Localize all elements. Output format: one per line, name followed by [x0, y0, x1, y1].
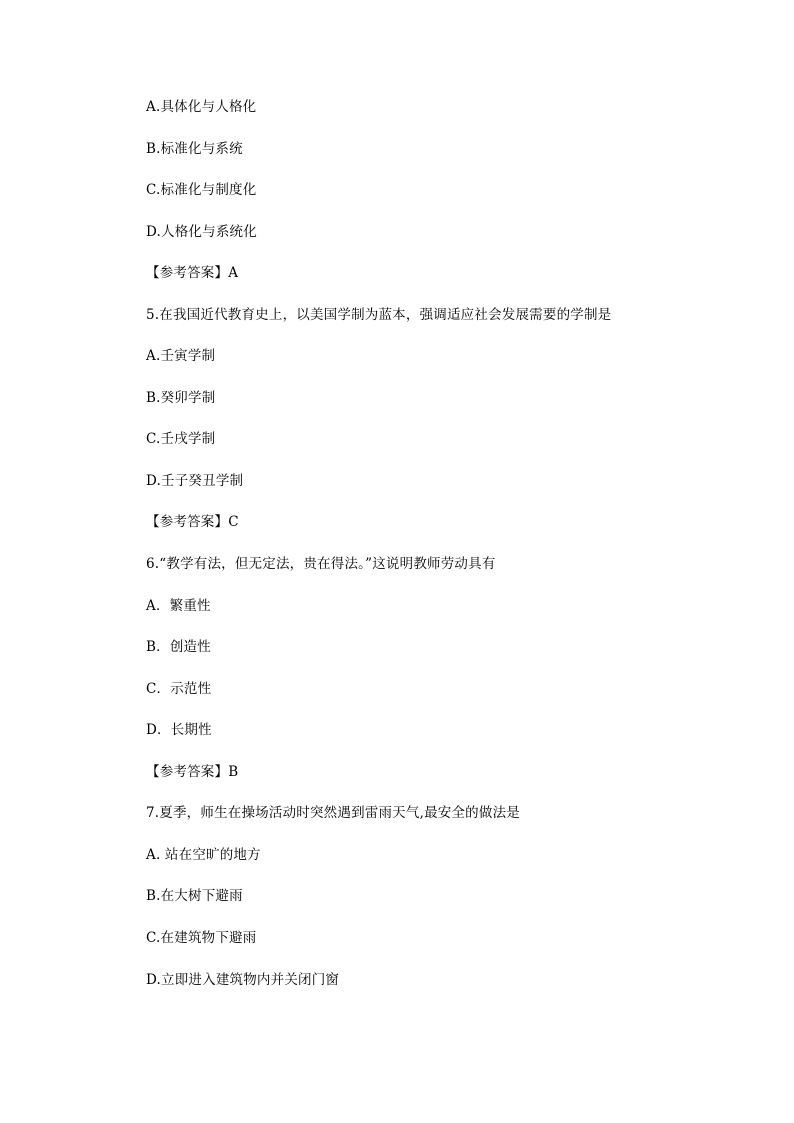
- option-d-q4: D.人格化与系统化: [146, 224, 257, 240]
- option-d-q7: D.立即进入建筑物内并关闭门窗: [146, 972, 340, 988]
- option-a-q7: A. 站在空旷的地方: [146, 847, 261, 863]
- option-c-q7: C.在建筑物下避雨: [146, 930, 257, 946]
- question-5: 5.在我国近代教育史上，以美国学制为蓝本，强调适应社会发展需要的学制是: [146, 307, 612, 323]
- answer-q4: 【参考答案】A: [146, 265, 239, 281]
- option-d-q6: D．长期性: [146, 722, 212, 738]
- question-6: 6.“教学有法，但无定法，贵在得法。”这说明教师劳动具有: [146, 556, 496, 572]
- option-b-q4: B.标准化与系统: [146, 141, 243, 157]
- option-b-q7: B.在大树下避雨: [146, 888, 243, 904]
- option-c-q4: C.标准化与制度化: [146, 182, 257, 198]
- option-a-q5: A.壬寅学制: [146, 348, 216, 364]
- option-c-q6: C．示范性: [146, 681, 212, 697]
- answer-q5: 【参考答案】C: [146, 514, 239, 530]
- option-c-q5: C.壬戌学制: [146, 431, 216, 447]
- option-d-q5: D.壬子癸丑学制: [146, 473, 244, 489]
- answer-q6: 【参考答案】B: [146, 764, 239, 780]
- question-7: 7.夏季，师生在操场活动时突然遇到雷雨天气,最安全的做法是: [146, 805, 520, 821]
- option-a-q6: A．繁重性: [146, 598, 211, 614]
- option-a-q4: A.具体化与人格化: [146, 99, 257, 115]
- option-b-q5: B.癸卯学制: [146, 390, 216, 406]
- option-b-q6: B．创造性: [146, 639, 211, 655]
